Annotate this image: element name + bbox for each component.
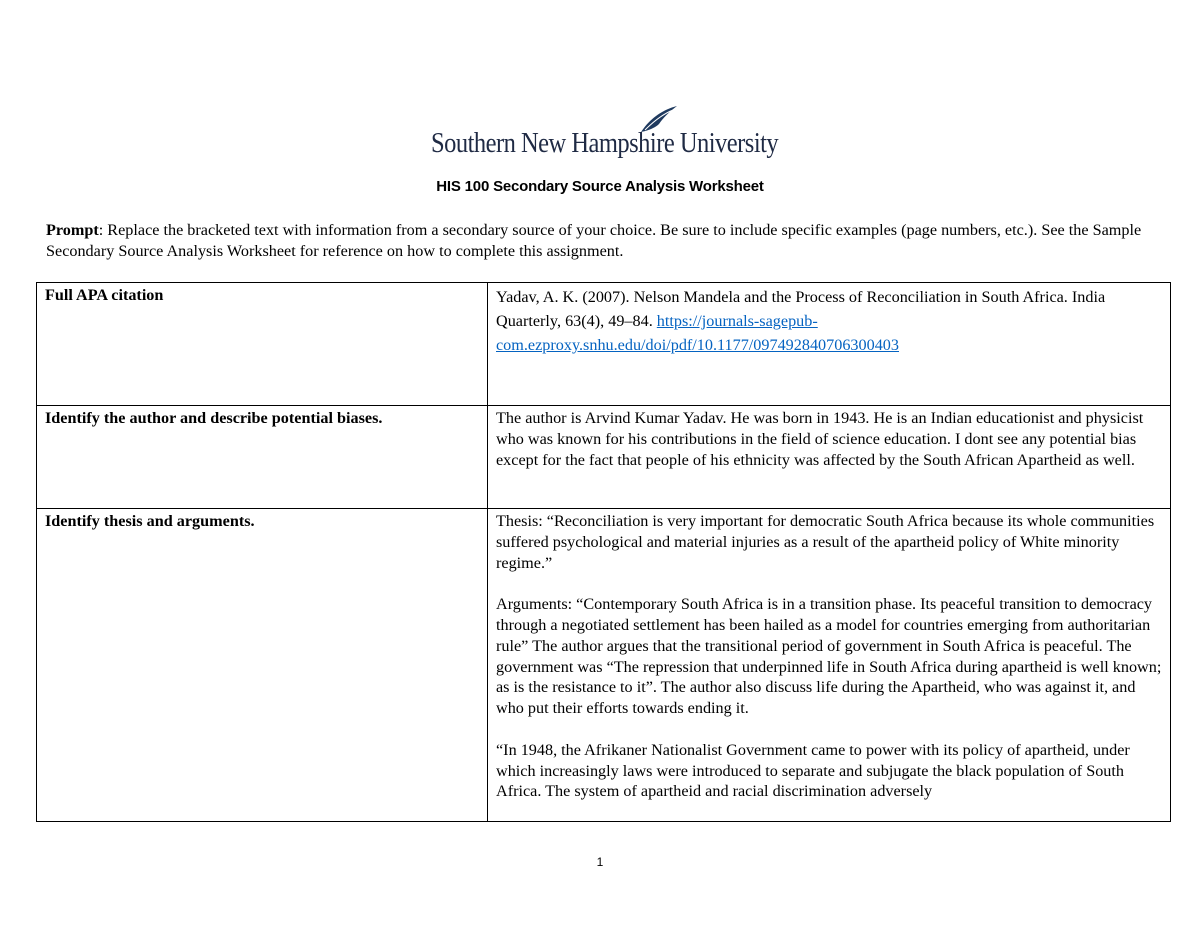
row-value-author: The author is Arvind Kumar Yadav. He was born in 1943. He is an Indian educationist and physicist who was known for his contributions in the field of science education. I dont see any potential bias except for the fact that people of his ethnicity was affected by the South African Apartheid as well.	[488, 406, 1171, 509]
prompt-paragraph	[46, 220, 1156, 262]
prompt-text: : Replace the bracketed text with information from a secondary source of your choice. Be sure to include specific examples (page numbers, etc.). See the Sample Secondary Source Analysis Worksheet for reference on how to complete this assignment.	[46, 221, 1142, 260]
analysis-table	[36, 282, 1171, 822]
thesis-content	[496, 511, 1162, 819]
citation-link[interactable]: https://journals-sagepub-com.ezproxy.snhu.edu/doi/pdf/10.1177/097492840706300403	[496, 312, 899, 354]
row-label-citation: Full APA citation	[37, 283, 488, 406]
table-row-citation	[37, 283, 1171, 406]
thesis-paragraph: Thesis: “Reconciliation is very important for democratic South Africa because its whole communities suffered psychological and material injuries as a result of the apartheid policy of White minority regime.”	[496, 512, 1155, 572]
table-row-author	[37, 406, 1171, 509]
page-title: HIS 100 Secondary Source Analysis Worksheet	[436, 178, 764, 195]
table-row-thesis	[37, 509, 1171, 822]
row-value-citation	[488, 283, 1171, 406]
arguments-paragraph: Arguments: “Contemporary South Africa is in a transition phase. Its peaceful transition to democracy through a negotiated settlement has been hailed as a model for countries emerging from authoritarian rule” The author argues that the transitional period of government in South Africa is peaceful. The government was “The repression that underpinned life in South Africa during apartheid is well known; as is the resistance to it”. The author also discuss life during the Apartheid, who was against it, and who put their efforts towards ending it.	[496, 595, 1162, 718]
row-label-thesis: Identify thesis and arguments.	[37, 509, 488, 822]
quote-paragraph: “In 1948, the Afrikaner Nationalist Government came to power with its policy of apartheid, under which increasingly laws were introduced to separate and subjugate the black population of South Africa. The system of apartheid and racial discrimination adversely	[496, 740, 1130, 801]
page-number: 1	[596, 855, 604, 869]
logo-wordmark: Southern New Hampshire University	[431, 128, 779, 159]
row-label-author: Identify the author and describe potential biases.	[37, 406, 488, 509]
citation-text: Yadav, A. K. (2007). Nelson Mandela and the Process of Reconciliation in South Africa. India Quarterly, 63(4), 49–84.	[496, 288, 1106, 330]
row-value-thesis	[488, 509, 1171, 822]
prompt-label: Prompt	[46, 221, 99, 239]
university-logo	[431, 104, 779, 162]
